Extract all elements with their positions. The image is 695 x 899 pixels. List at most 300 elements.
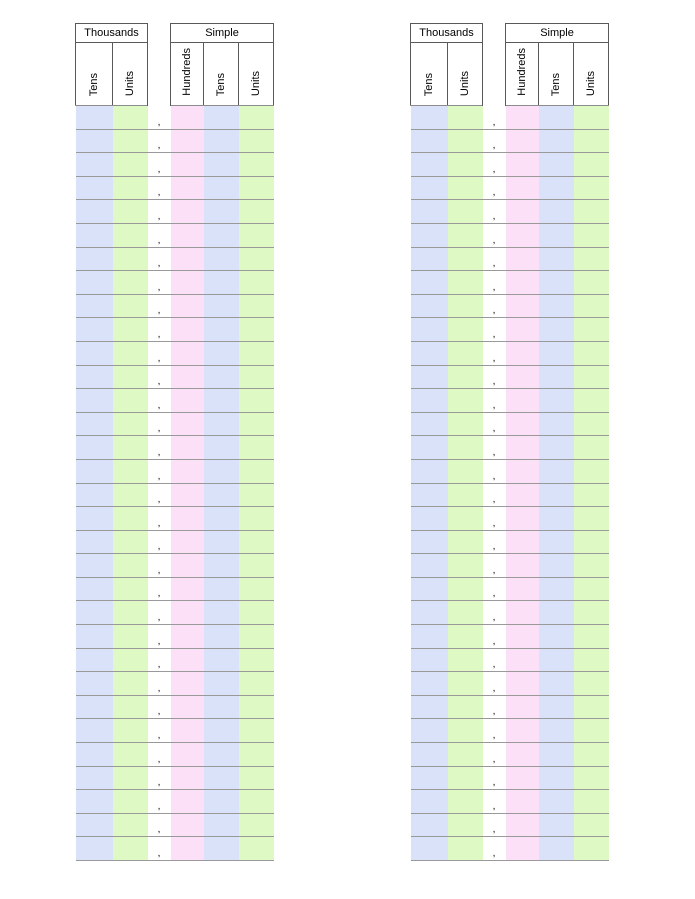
cell-separator: , bbox=[483, 200, 506, 224]
answer-row bbox=[411, 790, 609, 814]
answer-row bbox=[76, 294, 274, 318]
cell-units bbox=[239, 365, 274, 389]
cell-units-of-thousands bbox=[113, 695, 148, 719]
cell-units bbox=[239, 129, 274, 153]
cell-separator: , bbox=[483, 294, 506, 318]
cell-tens bbox=[204, 554, 239, 578]
column-header-label: Hundreds bbox=[181, 48, 193, 96]
place-value-grid bbox=[410, 23, 609, 861]
cell-separator: , bbox=[483, 719, 506, 743]
cell-units-of-thousands bbox=[113, 743, 148, 767]
cell-tens bbox=[539, 695, 574, 719]
cell-hundreds bbox=[171, 648, 204, 672]
cell-tens bbox=[539, 271, 574, 295]
cell-hundreds bbox=[171, 176, 204, 200]
cell-units-of-thousands bbox=[448, 648, 483, 672]
answer-row bbox=[411, 577, 609, 601]
cell-tens-of-thousands bbox=[411, 530, 448, 554]
cell-hundreds bbox=[171, 577, 204, 601]
cell-separator: , bbox=[483, 790, 506, 814]
cell-units bbox=[574, 223, 609, 247]
cell-units bbox=[574, 341, 609, 365]
cell-tens-of-thousands bbox=[76, 436, 113, 460]
answer-row bbox=[411, 507, 609, 531]
cell-hundreds bbox=[506, 200, 539, 224]
cell-tens-of-thousands bbox=[411, 129, 448, 153]
cell-tens-of-thousands bbox=[76, 554, 113, 578]
cell-tens-of-thousands bbox=[411, 294, 448, 318]
cell-units bbox=[574, 601, 609, 625]
answer-row bbox=[76, 271, 274, 295]
place-value-grid bbox=[75, 23, 274, 861]
cell-units-of-thousands bbox=[113, 837, 148, 861]
cell-units bbox=[574, 743, 609, 767]
cell-units bbox=[239, 483, 274, 507]
cell-units bbox=[574, 766, 609, 790]
cell-units-of-thousands bbox=[113, 530, 148, 554]
cell-units bbox=[239, 271, 274, 295]
group-header-simple: Simple bbox=[506, 24, 609, 43]
group-header-simple: Simple bbox=[171, 24, 274, 43]
answer-row bbox=[411, 247, 609, 271]
cell-hundreds bbox=[171, 813, 204, 837]
cell-separator: , bbox=[148, 412, 171, 436]
cell-separator: , bbox=[483, 743, 506, 767]
cell-units-of-thousands bbox=[448, 176, 483, 200]
cell-hundreds bbox=[506, 436, 539, 460]
cell-units bbox=[574, 648, 609, 672]
cell-tens bbox=[539, 389, 574, 413]
cell-units bbox=[574, 129, 609, 153]
cell-units-of-thousands bbox=[448, 294, 483, 318]
cell-units bbox=[574, 294, 609, 318]
cell-tens bbox=[204, 790, 239, 814]
cell-units bbox=[574, 247, 609, 271]
cell-hundreds bbox=[171, 672, 204, 696]
cell-hundreds bbox=[171, 318, 204, 342]
cell-tens bbox=[539, 341, 574, 365]
cell-units bbox=[239, 459, 274, 483]
cell-units bbox=[574, 153, 609, 177]
cell-units-of-thousands bbox=[448, 719, 483, 743]
answer-row bbox=[411, 648, 609, 672]
cell-units-of-thousands bbox=[448, 625, 483, 649]
answer-row bbox=[411, 719, 609, 743]
cell-tens-of-thousands bbox=[411, 153, 448, 177]
column-header-tens-of-thousands bbox=[76, 43, 113, 106]
cell-hundreds bbox=[171, 790, 204, 814]
cell-separator: , bbox=[148, 577, 171, 601]
cell-tens-of-thousands bbox=[411, 176, 448, 200]
cell-tens-of-thousands bbox=[411, 200, 448, 224]
cell-tens-of-thousands bbox=[411, 672, 448, 696]
cell-units-of-thousands bbox=[113, 247, 148, 271]
cell-tens bbox=[539, 153, 574, 177]
cell-tens bbox=[204, 129, 239, 153]
cell-hundreds bbox=[171, 554, 204, 578]
cell-units bbox=[239, 813, 274, 837]
cell-tens-of-thousands bbox=[411, 507, 448, 531]
cell-units bbox=[574, 719, 609, 743]
cell-separator: , bbox=[483, 271, 506, 295]
cell-units bbox=[574, 271, 609, 295]
cell-hundreds bbox=[171, 200, 204, 224]
answer-row bbox=[76, 106, 274, 130]
cell-separator: , bbox=[148, 318, 171, 342]
cell-units-of-thousands bbox=[113, 483, 148, 507]
cell-units bbox=[239, 554, 274, 578]
cell-hundreds bbox=[506, 271, 539, 295]
cell-tens-of-thousands bbox=[76, 483, 113, 507]
column-header-hundreds bbox=[506, 43, 539, 106]
cell-hundreds bbox=[171, 743, 204, 767]
cell-units bbox=[239, 530, 274, 554]
cell-hundreds bbox=[506, 554, 539, 578]
cell-tens bbox=[204, 459, 239, 483]
answer-row bbox=[411, 672, 609, 696]
cell-tens-of-thousands bbox=[76, 176, 113, 200]
cell-hundreds bbox=[171, 719, 204, 743]
cell-tens bbox=[539, 672, 574, 696]
column-header-label: Tens bbox=[550, 72, 562, 96]
cell-units bbox=[239, 743, 274, 767]
cell-separator: , bbox=[483, 318, 506, 342]
cell-units-of-thousands bbox=[113, 129, 148, 153]
cell-separator: , bbox=[148, 176, 171, 200]
cell-separator: , bbox=[483, 176, 506, 200]
cell-units-of-thousands bbox=[448, 743, 483, 767]
cell-units bbox=[239, 507, 274, 531]
cell-units-of-thousands bbox=[113, 318, 148, 342]
cell-separator: , bbox=[483, 389, 506, 413]
cell-hundreds bbox=[506, 530, 539, 554]
cell-hundreds bbox=[171, 389, 204, 413]
cell-units bbox=[574, 389, 609, 413]
answer-row bbox=[76, 507, 274, 531]
cell-separator: , bbox=[483, 223, 506, 247]
answer-row bbox=[76, 813, 274, 837]
cell-separator: , bbox=[483, 412, 506, 436]
cell-hundreds bbox=[171, 271, 204, 295]
cell-units bbox=[239, 200, 274, 224]
cell-hundreds bbox=[506, 743, 539, 767]
cell-units-of-thousands bbox=[113, 577, 148, 601]
cell-tens-of-thousands bbox=[76, 129, 113, 153]
cell-tens bbox=[539, 200, 574, 224]
cell-separator: , bbox=[148, 695, 171, 719]
group-header-thousands: Thousands bbox=[411, 24, 483, 43]
cell-tens-of-thousands bbox=[76, 365, 113, 389]
answer-row bbox=[76, 341, 274, 365]
cell-separator: , bbox=[148, 507, 171, 531]
cell-separator: , bbox=[483, 813, 506, 837]
column-header-tens bbox=[539, 43, 574, 106]
cell-units bbox=[239, 672, 274, 696]
cell-units bbox=[574, 318, 609, 342]
cell-separator: , bbox=[483, 530, 506, 554]
cell-tens-of-thousands bbox=[411, 106, 448, 130]
answer-row bbox=[76, 459, 274, 483]
cell-tens bbox=[204, 271, 239, 295]
cell-units-of-thousands bbox=[448, 577, 483, 601]
answer-row bbox=[411, 106, 609, 130]
column-header-label: Units bbox=[585, 70, 598, 96]
cell-units-of-thousands bbox=[113, 436, 148, 460]
cell-tens bbox=[204, 530, 239, 554]
answer-row bbox=[76, 483, 274, 507]
cell-tens bbox=[539, 813, 574, 837]
cell-units-of-thousands bbox=[113, 507, 148, 531]
cell-hundreds bbox=[506, 365, 539, 389]
cell-units bbox=[239, 341, 274, 365]
cell-tens-of-thousands bbox=[411, 341, 448, 365]
answer-row bbox=[76, 318, 274, 342]
cell-hundreds bbox=[171, 294, 204, 318]
cell-tens bbox=[539, 412, 574, 436]
cell-tens bbox=[539, 459, 574, 483]
cell-tens bbox=[204, 483, 239, 507]
group-header-row bbox=[76, 24, 274, 43]
cell-tens bbox=[204, 766, 239, 790]
cell-tens bbox=[204, 436, 239, 460]
answer-row bbox=[76, 743, 274, 767]
cell-hundreds bbox=[506, 719, 539, 743]
cell-units bbox=[239, 790, 274, 814]
answer-row bbox=[76, 837, 274, 861]
cell-hundreds bbox=[506, 153, 539, 177]
answer-row bbox=[411, 554, 609, 578]
cell-separator: , bbox=[483, 459, 506, 483]
cell-hundreds bbox=[171, 106, 204, 130]
cell-tens bbox=[539, 483, 574, 507]
cell-separator: , bbox=[483, 837, 506, 861]
cell-separator: , bbox=[148, 389, 171, 413]
cell-hundreds bbox=[171, 507, 204, 531]
cell-hundreds bbox=[506, 837, 539, 861]
cell-separator: , bbox=[148, 247, 171, 271]
cell-units bbox=[574, 554, 609, 578]
cell-units bbox=[574, 436, 609, 460]
cell-separator: , bbox=[148, 153, 171, 177]
answer-row bbox=[76, 648, 274, 672]
answer-row bbox=[411, 365, 609, 389]
cell-units-of-thousands bbox=[113, 365, 148, 389]
answer-row bbox=[76, 129, 274, 153]
cell-hundreds bbox=[171, 153, 204, 177]
cell-units-of-thousands bbox=[448, 530, 483, 554]
cell-units bbox=[239, 318, 274, 342]
answer-row bbox=[411, 766, 609, 790]
answer-row bbox=[411, 530, 609, 554]
cell-tens bbox=[539, 247, 574, 271]
answer-row bbox=[411, 176, 609, 200]
cell-hundreds bbox=[506, 695, 539, 719]
cell-separator: , bbox=[483, 577, 506, 601]
cell-units bbox=[239, 223, 274, 247]
answer-row bbox=[411, 223, 609, 247]
cell-tens-of-thousands bbox=[76, 790, 113, 814]
cell-separator: , bbox=[483, 766, 506, 790]
answer-row bbox=[411, 318, 609, 342]
cell-separator: , bbox=[483, 153, 506, 177]
cell-separator: , bbox=[483, 672, 506, 696]
cell-units bbox=[574, 507, 609, 531]
answer-row bbox=[76, 223, 274, 247]
cell-tens bbox=[539, 223, 574, 247]
cell-units bbox=[239, 436, 274, 460]
cell-tens-of-thousands bbox=[411, 695, 448, 719]
cell-separator: , bbox=[483, 507, 506, 531]
cell-hundreds bbox=[506, 106, 539, 130]
group-header-thousands: Thousands bbox=[76, 24, 148, 43]
cell-separator: , bbox=[148, 341, 171, 365]
cell-tens bbox=[204, 648, 239, 672]
answer-row bbox=[411, 153, 609, 177]
cell-units bbox=[239, 601, 274, 625]
cell-tens bbox=[204, 601, 239, 625]
cell-tens-of-thousands bbox=[76, 106, 113, 130]
cell-tens bbox=[204, 672, 239, 696]
cell-tens-of-thousands bbox=[76, 507, 113, 531]
cell-tens-of-thousands bbox=[76, 719, 113, 743]
cell-units bbox=[239, 625, 274, 649]
cell-hundreds bbox=[506, 577, 539, 601]
cell-tens-of-thousands bbox=[411, 365, 448, 389]
cell-tens-of-thousands bbox=[411, 813, 448, 837]
answer-row bbox=[411, 129, 609, 153]
cell-separator: , bbox=[148, 554, 171, 578]
cell-units-of-thousands bbox=[448, 507, 483, 531]
cell-hundreds bbox=[171, 483, 204, 507]
cell-hundreds bbox=[506, 412, 539, 436]
cell-hundreds bbox=[171, 247, 204, 271]
cell-units-of-thousands bbox=[113, 341, 148, 365]
cell-hundreds bbox=[506, 766, 539, 790]
cell-tens-of-thousands bbox=[411, 625, 448, 649]
cell-separator: , bbox=[148, 436, 171, 460]
cell-tens-of-thousands bbox=[76, 247, 113, 271]
cell-tens-of-thousands bbox=[411, 389, 448, 413]
cell-hundreds bbox=[506, 223, 539, 247]
cell-separator: , bbox=[148, 106, 171, 130]
cell-hundreds bbox=[171, 530, 204, 554]
cell-units bbox=[574, 176, 609, 200]
cell-hundreds bbox=[171, 436, 204, 460]
column-header-label: Tens bbox=[88, 72, 100, 96]
cell-tens bbox=[204, 341, 239, 365]
cell-units bbox=[574, 200, 609, 224]
cell-units-of-thousands bbox=[448, 318, 483, 342]
cell-tens-of-thousands bbox=[411, 837, 448, 861]
cell-hundreds bbox=[506, 129, 539, 153]
cell-hundreds bbox=[506, 813, 539, 837]
cell-hundreds bbox=[506, 318, 539, 342]
cell-tens bbox=[539, 507, 574, 531]
cell-units bbox=[574, 695, 609, 719]
cell-units bbox=[574, 459, 609, 483]
answer-row bbox=[411, 412, 609, 436]
cell-separator: , bbox=[148, 294, 171, 318]
answer-row bbox=[411, 695, 609, 719]
column-header-label: Tens bbox=[423, 72, 435, 96]
cell-separator: , bbox=[148, 743, 171, 767]
cell-separator: , bbox=[148, 813, 171, 837]
cell-tens bbox=[539, 719, 574, 743]
column-header-label: Tens bbox=[215, 72, 227, 96]
cell-hundreds bbox=[506, 294, 539, 318]
cell-separator: , bbox=[148, 459, 171, 483]
cell-hundreds bbox=[171, 459, 204, 483]
cell-units bbox=[574, 412, 609, 436]
cell-tens bbox=[204, 294, 239, 318]
column-header-row bbox=[76, 43, 274, 106]
column-header-units-of-thousands bbox=[448, 43, 483, 106]
cell-separator: , bbox=[483, 129, 506, 153]
cell-tens-of-thousands bbox=[411, 483, 448, 507]
cell-tens bbox=[539, 766, 574, 790]
cell-units-of-thousands bbox=[113, 200, 148, 224]
cell-tens bbox=[204, 365, 239, 389]
cell-units bbox=[574, 365, 609, 389]
cell-separator: , bbox=[148, 271, 171, 295]
cell-units bbox=[239, 837, 274, 861]
answer-row bbox=[411, 200, 609, 224]
cell-separator: , bbox=[148, 365, 171, 389]
cell-separator: , bbox=[483, 106, 506, 130]
cell-tens bbox=[204, 837, 239, 861]
cell-separator: , bbox=[483, 625, 506, 649]
answer-row bbox=[411, 813, 609, 837]
cell-tens bbox=[204, 223, 239, 247]
cell-tens bbox=[204, 318, 239, 342]
answer-row bbox=[76, 719, 274, 743]
answer-row bbox=[76, 436, 274, 460]
cell-separator: , bbox=[148, 766, 171, 790]
cell-units-of-thousands bbox=[448, 271, 483, 295]
group-header-row bbox=[411, 24, 609, 43]
cell-units bbox=[239, 106, 274, 130]
cell-units-of-thousands bbox=[448, 223, 483, 247]
cell-separator: , bbox=[148, 223, 171, 247]
cell-units-of-thousands bbox=[113, 106, 148, 130]
cell-tens-of-thousands bbox=[411, 648, 448, 672]
cell-units bbox=[239, 247, 274, 271]
cell-separator: , bbox=[148, 790, 171, 814]
answer-row bbox=[76, 247, 274, 271]
cell-units-of-thousands bbox=[113, 672, 148, 696]
cell-units-of-thousands bbox=[113, 412, 148, 436]
cell-tens bbox=[539, 790, 574, 814]
cell-hundreds bbox=[171, 766, 204, 790]
answer-row bbox=[76, 790, 274, 814]
cell-units-of-thousands bbox=[113, 294, 148, 318]
cell-tens bbox=[204, 695, 239, 719]
cell-units bbox=[239, 577, 274, 601]
cell-tens-of-thousands bbox=[76, 271, 113, 295]
cell-hundreds bbox=[171, 341, 204, 365]
cell-units-of-thousands bbox=[113, 813, 148, 837]
cell-units-of-thousands bbox=[448, 483, 483, 507]
cell-units bbox=[239, 719, 274, 743]
cell-units-of-thousands bbox=[113, 766, 148, 790]
cell-hundreds bbox=[506, 341, 539, 365]
cell-tens-of-thousands bbox=[411, 223, 448, 247]
cell-units-of-thousands bbox=[113, 153, 148, 177]
cell-hundreds bbox=[506, 507, 539, 531]
cell-hundreds bbox=[506, 625, 539, 649]
cell-hundreds bbox=[506, 247, 539, 271]
cell-tens bbox=[539, 625, 574, 649]
